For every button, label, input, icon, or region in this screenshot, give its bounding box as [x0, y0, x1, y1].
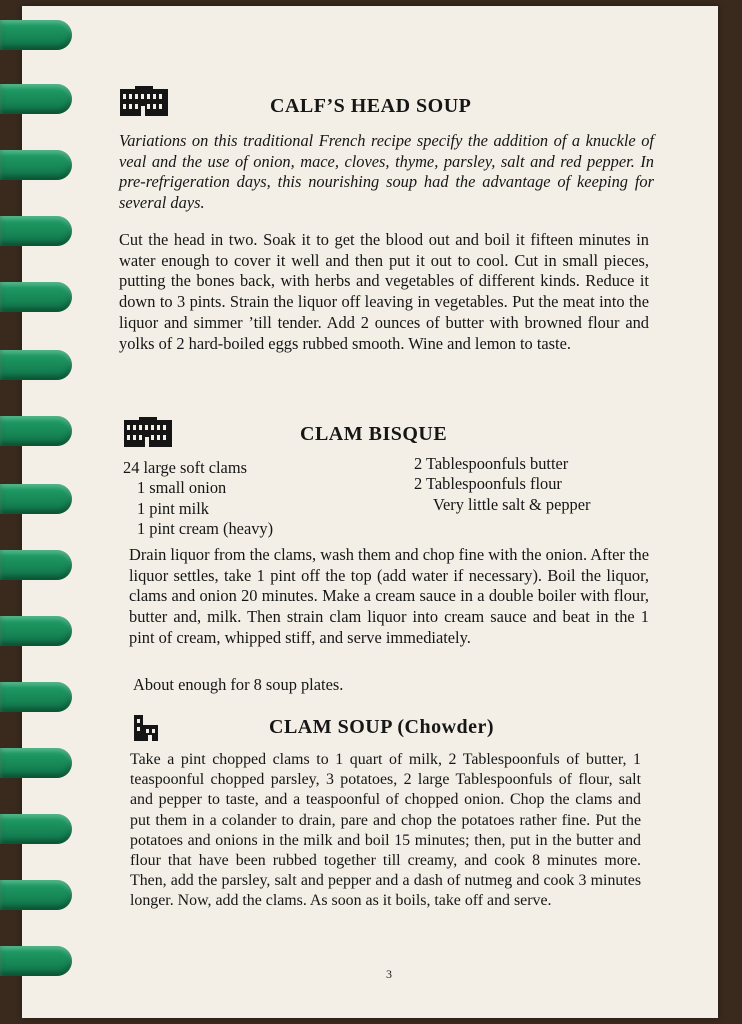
- recipe-yield-clam-bisque: About enough for 8 soup plates.: [133, 675, 344, 694]
- recipe-intro-calfs-head-soup: Variations on this traditional French recipe specify the addition of a knuckle of veal and the use of onion, mace, cloves, thyme, parsley, salt and red pepper. In pre-refrigeration days, this nourishing soup had the advantage of keeping for several days.: [119, 131, 654, 213]
- recipe-title-clam-soup: CLAM SOUP (Chowder): [269, 716, 495, 738]
- recipe-directions-clam-soup: Take a pint chopped clams to 1 quart of milk, 2 Tablespoonfuls of butter, 1 teaspoonful chopped parsley, 3 potatoes, 2 large Tablespoonfuls of flour, salt and pepper to taste, and a teaspoonful of chopped onion. Chop the clams and put them in a colander to drain, pare and chop the potatoes rather fine. Put the potatoes and onions in the milk and boil 15 minutes; then, put in the butter and flour that have been rubbed together till creamy, and cook 8 minutes more. Then, add the parsley, salt and pepper and a dash of nutmeg and cook 3 minutes longer. Now, add the clams. As soon as it boils, take off and serve.: [130, 751, 641, 910]
- ingredient-item: 1 pint cream (heavy): [137, 518, 274, 538]
- cookbook-page: [22, 6, 718, 1018]
- building-icon: [120, 86, 168, 116]
- recipe-title-clam-bisque: CLAM BISQUE: [300, 423, 448, 445]
- ingredient-item: 1 pint milk: [137, 498, 209, 518]
- recipe-directions-clam-bisque: Drain liquor from the clams, wash them and chop fine with the onion. After the liquor settles, take 1 pint off the top (add water if necessary). Boil the liquor, clams and onion 20 minutes. Make a cream sauce in a double boiler with flour, butter and, milk. Then strain clam liquor into cream sauce and beat in the 1 pint of cream, whipped stiff, and serve immediately.: [129, 545, 649, 647]
- spiral-binding: [0, 0, 80, 1024]
- ingredient-item: 24 large soft clams: [123, 458, 247, 477]
- ingredient-item: 2 Tablespoonfuls flour: [414, 474, 562, 494]
- recipe-title-calfs-head-soup: CALF’S HEAD SOUP: [270, 95, 472, 117]
- ingredient-item: 1 small onion: [137, 478, 227, 498]
- ingredient-list-right: [414, 454, 591, 515]
- building-icon: [124, 417, 172, 447]
- page-number: 3: [386, 967, 392, 981]
- ingredient-item: 2 Tablespoonfuls butter: [414, 454, 569, 473]
- house-icon: [134, 715, 158, 741]
- recipe-directions-calfs-head-soup: Cut the head in two. Soak it to get the blood out and boil it fifteen minutes in water enough to cover it well and then put it out to cool. Cut in small pieces, putting the bones back, with herbs and vegetables of different kinds. Reduce it down to 3 pints. Strain the liquor off leaving in vegetables. Put the meat into the liquor and simmer ’till tender. Add 2 ounces of butter with browned flour and yolks of 2 hard-boiled eggs rubbed smooth. Wine and lemon to taste.: [119, 230, 649, 353]
- ingredient-item: Very little salt & pepper: [433, 494, 591, 514]
- ingredient-list-left: [123, 458, 273, 539]
